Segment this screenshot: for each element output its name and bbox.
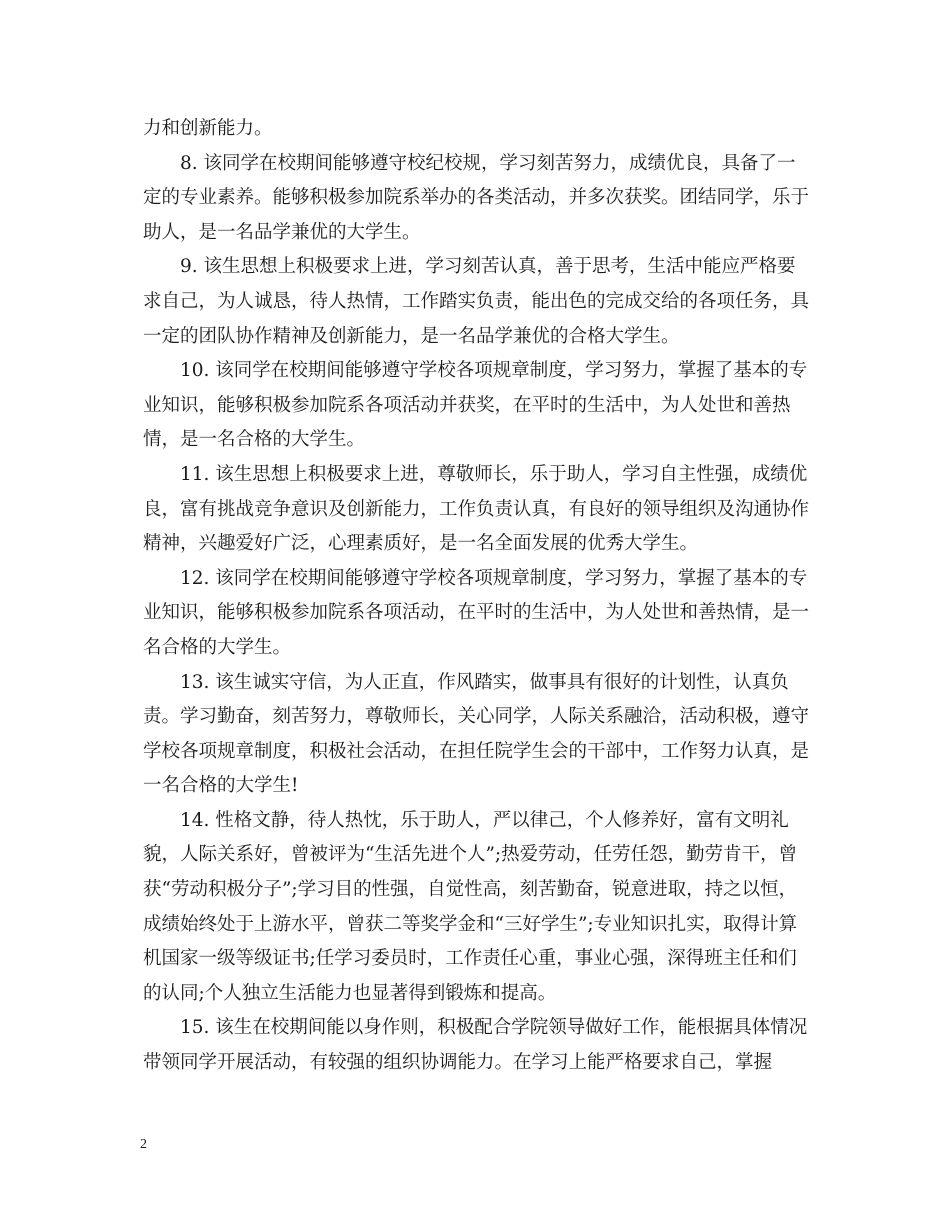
paragraph-item-9: 9. 该生思想上积极要求上进，学习刻苦认真，善于思考，生活中能应严格要求自己，为人诚恳，待人热情，工作踏实负责，能出色的完成交给的各项任务，具一定的团队协作精神及创新能力，是一名品学兼优的合格大学生。 xyxy=(143,256,810,347)
paragraph-item-8: 8. 该同学在校期间能够遵守校纪校规，学习刻苦努力，成绩优良，具备了一定的专业素养。能够积极参加院系举办的各类活动，并多次获奖。团结同学，乐于助人，是一名品学兼优的大学生。 xyxy=(143,152,810,243)
body-text xyxy=(143,112,811,1081)
paragraph-item-10: 10. 该同学在校期间能够遵守学校各项规章制度，学习努力，掌握了基本的专业知识，能够积极参加院系各项活动并获奖，在平时的生活中，为人处世和善热情，是一名合格的大学生。 xyxy=(143,360,808,451)
paragraph-item-12: 12. 该同学在校期间能够遵守学校各项规章制度，学习努力，掌握了基本的专业知识，能够积极参加院系各项活动，在平时的生活中，为人处世和善热情，是一名合格的大学生。 xyxy=(143,567,810,658)
page-number: 2 xyxy=(140,1137,147,1152)
paragraph-item-11: 11. 该生思想上积极要求上进，尊敬师长，乐于助人，学习自主性强，成绩优良，富有挑战竞争意识及创新能力，工作负责认真，有良好的领导组织及沟通协作精神，兴趣爱好广泛，心理素质好，是一名全面发展的优秀大学生。 xyxy=(143,463,810,555)
paragraph-item-14: 14. 性格文静，待人热忱，乐于助人，严以律己，个人修养好，富有文明礼貌，人际关系好，曾被评为“生活先进个人”;热爱劳动，任劳任怨，勤劳肯干，曾获“劳动积极分子”;学习目的性强，自觉性高，刻苦勤奋，锐意进取，持之以恒，成绩始终处于上游水平，曾获二等奖学金和“三好学生”;专业知识扎实，取得计算机国家一级等级证书;任学习委员时，工作责任心重，事业心强，深得班主任和们的认同;个人独立生活能力也显著得到锻炼和提高。 xyxy=(143,809,798,1004)
paragraph-continuation: 力和创新能力。 xyxy=(143,118,273,139)
paragraph-item-15: 15. 该生在校期间能以身作则，积极配合学院领导做好工作，能根据具体情况带领同学开展活动，有较强的组织协调能力。在学习上能严格要求自己，掌握 xyxy=(143,1017,808,1074)
paragraph-item-13: 13. 该生诚实守信，为人正直，作风踏实，做事具有很好的计划性，认真负责。学习勤奋，刻苦努力，尊敬师长，关心同学，人际关系融洽，活动积极，遵守学校各项规章制度，积极社会活动，在担任院学生会的干部中，工作努力认真，是一名合格的大学生! xyxy=(143,671,810,797)
